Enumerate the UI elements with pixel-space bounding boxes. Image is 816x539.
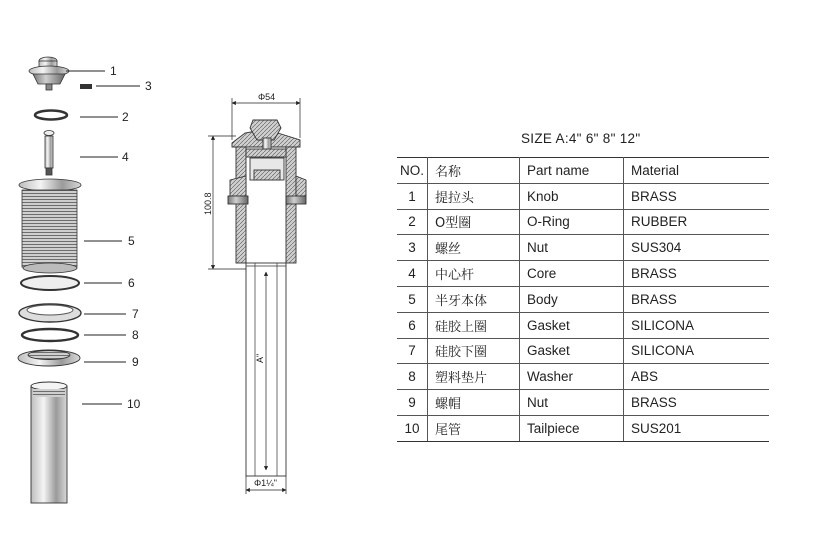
cell-cn-name: 螺帽 xyxy=(428,390,520,416)
table-row xyxy=(397,312,769,338)
cell-material: SILICONA xyxy=(624,338,770,364)
part-lower-gasket xyxy=(19,304,81,322)
callout-numbers xyxy=(110,64,152,411)
cell-no: 7 xyxy=(397,338,428,364)
cell-no: 9 xyxy=(397,390,428,416)
table-row xyxy=(397,364,769,390)
table-row xyxy=(397,338,769,364)
part-upper-gasket xyxy=(21,276,79,290)
cell-cn-name: 提拉头 xyxy=(428,183,520,209)
cell-part-name: Knob xyxy=(520,183,624,209)
cell-material: SUS304 xyxy=(624,235,770,261)
cell-no: 10 xyxy=(397,415,428,441)
part-knob xyxy=(29,57,69,90)
dimension-height: 100.8 xyxy=(203,192,213,215)
cell-no: 2 xyxy=(397,209,428,235)
table-row xyxy=(397,183,769,209)
cell-part-name: Nut xyxy=(520,390,624,416)
table-header-row xyxy=(397,158,769,184)
cell-material: BRASS xyxy=(624,183,770,209)
parts-table xyxy=(397,157,769,442)
cell-part-name: Core xyxy=(520,261,624,287)
cell-cn-name: 尾管 xyxy=(428,415,520,441)
part-o-ring xyxy=(35,111,67,120)
callout-1: 1 xyxy=(110,64,117,78)
callout-8: 8 xyxy=(132,328,139,342)
header-no: NO. xyxy=(397,158,428,184)
cell-cn-name: 硅胶上圈 xyxy=(428,312,520,338)
callout-9: 9 xyxy=(132,355,139,369)
table-row xyxy=(397,390,769,416)
table-row xyxy=(397,261,769,287)
cell-part-name: Tailpiece xyxy=(520,415,624,441)
exploded-view xyxy=(18,57,92,503)
cell-cn-name: 塑料垫片 xyxy=(428,364,520,390)
callout-6: 6 xyxy=(128,276,135,290)
dimension-tail-diameter: Φ1¼" xyxy=(254,478,277,488)
cell-no: 4 xyxy=(397,261,428,287)
cell-part-name: Nut xyxy=(520,235,624,261)
cell-material: RUBBER xyxy=(624,209,770,235)
header-cn-name: 名称 xyxy=(428,158,520,184)
callout-3: 3 xyxy=(145,79,152,93)
cell-part-name: Gasket xyxy=(520,312,624,338)
cell-no: 3 xyxy=(397,235,428,261)
cell-cn-name: 半牙本体 xyxy=(428,286,520,312)
part-core xyxy=(44,131,54,176)
cell-material: ABS xyxy=(624,364,770,390)
cell-material: BRASS xyxy=(624,286,770,312)
callout-10: 10 xyxy=(127,397,141,411)
cell-material: BRASS xyxy=(624,390,770,416)
callout-5: 5 xyxy=(128,234,135,248)
header-part-name: Part name xyxy=(520,158,624,184)
part-body xyxy=(19,179,81,273)
table-row xyxy=(397,415,769,441)
cell-part-name: O-Ring xyxy=(520,209,624,235)
callout-4: 4 xyxy=(122,150,129,164)
cell-material: SUS201 xyxy=(624,415,770,441)
part-tailpiece xyxy=(31,382,67,503)
cell-cn-name: O型圈 xyxy=(428,209,520,235)
cell-no: 1 xyxy=(397,183,428,209)
table-row xyxy=(397,235,769,261)
part-lock-nut xyxy=(18,350,80,366)
cell-no: 5 xyxy=(397,286,428,312)
cell-material: BRASS xyxy=(624,261,770,287)
section-view xyxy=(228,120,306,476)
part-washer xyxy=(22,329,78,341)
callout-2: 2 xyxy=(122,110,129,124)
header-material: Material xyxy=(624,158,770,184)
callout-7: 7 xyxy=(132,307,139,321)
table-row xyxy=(397,286,769,312)
cell-part-name: Washer xyxy=(520,364,624,390)
cell-part-name: Gasket xyxy=(520,338,624,364)
dimension-length: A" xyxy=(255,353,265,363)
cell-cn-name: 硅胶下圈 xyxy=(428,338,520,364)
cell-no: 8 xyxy=(397,364,428,390)
dimension-top-diameter: Φ54 xyxy=(258,92,276,102)
size-label: SIZE A:4" 6" 8" 12" xyxy=(521,131,641,146)
cell-part-name: Body xyxy=(520,286,624,312)
cell-material: SILICONA xyxy=(624,312,770,338)
cell-cn-name: 中心杆 xyxy=(428,261,520,287)
cell-cn-name: 螺丝 xyxy=(428,235,520,261)
parts-table-body xyxy=(397,183,769,441)
cell-no: 6 xyxy=(397,312,428,338)
part-screw xyxy=(80,84,92,89)
table-row xyxy=(397,209,769,235)
